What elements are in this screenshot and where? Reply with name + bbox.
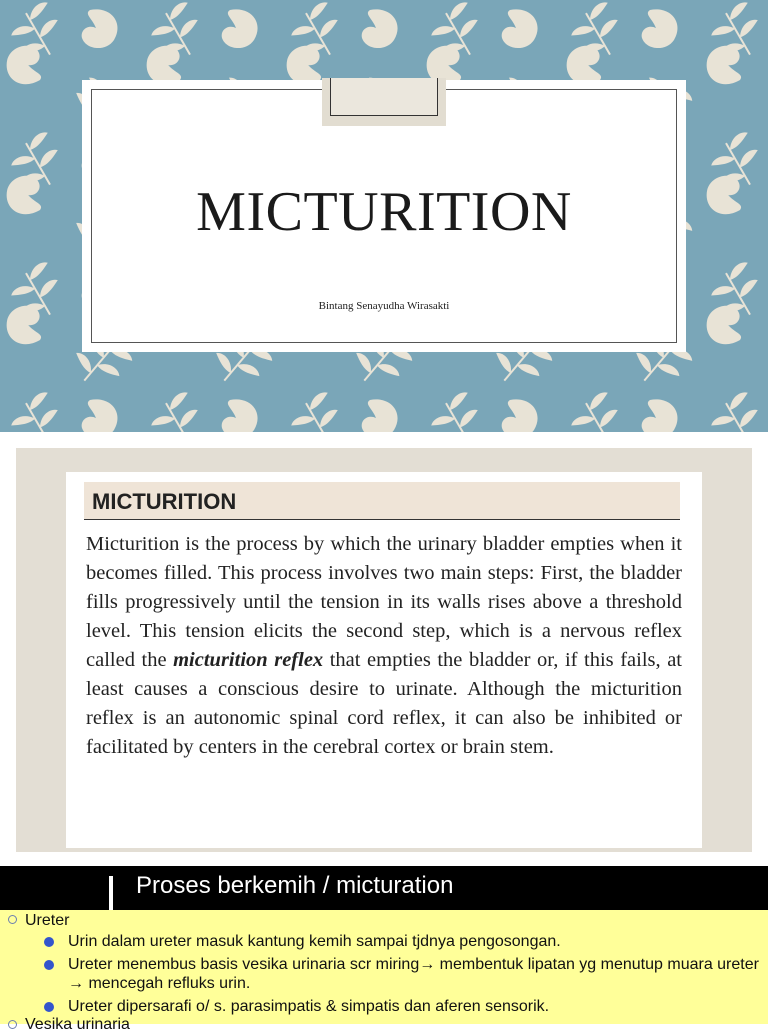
slide-author: Bintang Senayudha Wirasakti <box>318 300 450 312</box>
slide-title: MICTURITION <box>196 181 572 243</box>
paragraph-emphasis: micturition reflex <box>173 649 324 671</box>
excerpt-paragraph <box>86 530 682 762</box>
bullet-dot-icon <box>44 960 54 970</box>
title-slide <box>0 0 768 432</box>
list-item: Ureter menembus basis vesika urinaria scr miring→ membentuk lipatan yg menutup muara ureter → mencegah refluks urin. <box>40 955 760 993</box>
ureter-sublist <box>40 932 760 1020</box>
list-item-label: Ureter <box>25 912 70 929</box>
title-divider <box>109 876 113 910</box>
ring-bullet-icon <box>8 915 17 924</box>
paragraph-part-1: Micturition is the process by which the urinary bladder empties when it becomes filled. This process involves two main steps: First, the bladder fills progressively until the tension in its walls rises above a threshold level. This tension elicits the second step, which is a nervous reflex called the <box>86 533 682 671</box>
title-card-tab <box>322 78 446 126</box>
bullet-dot-icon <box>44 937 54 947</box>
excerpt-heading: MICTURITION <box>92 489 237 514</box>
slide3-title: Proses berkemih / micturation <box>136 872 454 899</box>
proses-berkemih-slide <box>0 866 768 1033</box>
excerpt-panel <box>66 472 702 848</box>
list-item-ureter <box>8 912 69 930</box>
list-item: Urin dalam ureter masuk kantung kemih sampai tjdnya pengosongan. <box>40 932 760 951</box>
paragraph-part-2: that empties the bladder or, if this fails, at least causes a conscious desire to urinate. Although the micturition reflex is an autonomic spinal cord reflex, it can also be inhibited or facilitated by centers in the cerebral cortex or brain stem. <box>86 649 682 758</box>
title-card <box>82 80 686 352</box>
ring-bullet-icon <box>8 1020 17 1029</box>
slide3-title-bar <box>0 866 768 910</box>
list-item-vesika: Vesika urinaria <box>8 1016 130 1034</box>
textbook-excerpt-slide <box>0 432 768 864</box>
bullet-dot-icon <box>44 1002 54 1012</box>
excerpt-heading-bar <box>84 482 680 520</box>
list-item: Ureter dipersarafi o/ s. parasimpatis & simpatis dan aferen sensorik. <box>40 997 760 1016</box>
